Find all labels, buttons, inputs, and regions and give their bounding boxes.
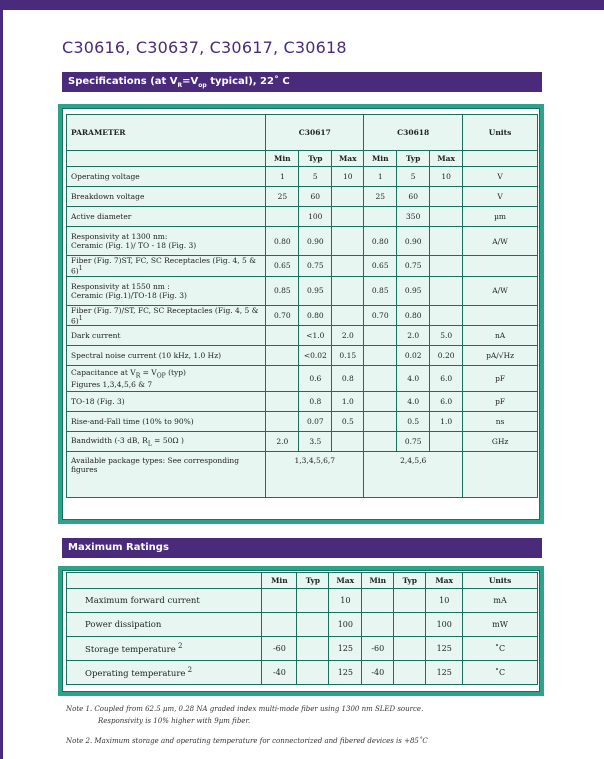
spec-value-g1min: 0.80: [266, 227, 299, 256]
spec-value-g2typ: 0.02: [397, 346, 430, 366]
spec-value-g1max: 2.0: [332, 326, 364, 346]
spec-value-g2typ: 0.95: [397, 276, 430, 305]
spec-value-g1min: 0.85: [266, 276, 299, 305]
spec-row: [67, 167, 538, 187]
param-text: Fiber (Fig. 7)ST, FC, SC Receptacles (Fig. 4, 5 & 6): [71, 256, 256, 276]
param-text: Breakdown voltage: [71, 192, 145, 201]
sub-max: Max: [430, 151, 463, 167]
spec-value-g2min: [364, 392, 397, 412]
spec-param: [67, 207, 266, 227]
spec-value-g2min: [364, 412, 397, 432]
spec-value-g1max: [332, 305, 364, 326]
spec-value-g1min: [266, 366, 299, 392]
ratings-header-row: [67, 573, 538, 589]
ratings-row: [67, 661, 538, 685]
spec-value-g1typ: 0.75: [299, 256, 332, 277]
spec-value-g1typ: 5: [299, 167, 332, 187]
spec-value-g2min: 0.80: [364, 227, 397, 256]
spec-value-g2typ: 0.80: [397, 305, 430, 326]
spec-units: nA: [463, 326, 538, 346]
ratings-value-g1typ: [297, 589, 329, 613]
spec-value-g1max: 1.0: [332, 392, 364, 412]
footnote-ref: 1: [78, 314, 83, 322]
spec-units: [463, 256, 538, 277]
ratings-param: [67, 613, 262, 637]
spec-value-g2max: 5.0: [430, 326, 463, 346]
ratings-value-g1max: 125: [329, 661, 362, 685]
spec-heading-suffix: typical), 22˚ C: [206, 76, 290, 87]
spec-section-heading: [62, 72, 542, 92]
param-text: Dark current: [71, 331, 121, 340]
ratings-section-heading: Maximum Ratings: [62, 538, 542, 558]
spec-units: A/W: [463, 276, 538, 305]
spec-row: [67, 392, 538, 412]
spec-units: A/W: [463, 227, 538, 256]
top-border: [0, 0, 604, 10]
param-mid: = V: [140, 368, 157, 378]
spec-value-g2max: 0.20: [430, 346, 463, 366]
ratings-value-g2typ: [394, 637, 426, 661]
col-group1: C30617: [266, 115, 364, 151]
ratings-sub-max: Max: [329, 573, 362, 589]
spec-value-g2max: [430, 276, 463, 305]
param-sub: R: [135, 372, 141, 380]
spec-value-g1max: 0.5: [332, 412, 364, 432]
param-text: Responsivity at 1550 nm :: [71, 281, 170, 291]
spec-value-g2typ: 60: [397, 187, 430, 207]
spec-value-g2min: 0.85: [364, 276, 397, 305]
spec-value-g1typ: 100: [299, 207, 332, 227]
ratings-value-g2typ: [394, 613, 426, 637]
ratings-row: [67, 589, 538, 613]
ratings-value-g1min: [262, 613, 297, 637]
ratings-param-text: Power dissipation: [85, 619, 162, 630]
param-text: Rise-and-Fall time (10% to 90%): [71, 417, 194, 426]
spec-param: [67, 366, 266, 392]
param-text: Capacitance at V: [71, 368, 136, 378]
footnote-ref: 1: [78, 265, 83, 272]
spec-subheader-row: [67, 151, 538, 167]
spec-param: [67, 167, 266, 187]
spec-value-g2min: [364, 366, 397, 392]
spec-value-g1min: 2.0: [266, 432, 299, 452]
spec-value-g2typ: 0.5: [397, 412, 430, 432]
ratings-header-blank: [67, 573, 262, 589]
param-text: Responsivity at 1300 nm:: [71, 232, 168, 241]
spec-value-g1max: [332, 256, 364, 277]
spec-row: [67, 346, 538, 366]
spec-param: [67, 432, 266, 452]
spec-param: [67, 276, 266, 305]
spec-row: [67, 227, 538, 256]
spec-param: [67, 392, 266, 412]
ratings-value-units: mA: [463, 589, 538, 613]
spec-value-g1min: [266, 207, 299, 227]
param-text: Fiber (Fig. 7)/ST, FC, SC Receptacles (Fig. 4, 5 & 6): [71, 305, 259, 325]
spec-value-g2min: 25: [364, 187, 397, 207]
param-line2: Figures 1,3,4,5,6 & 7: [71, 379, 153, 389]
packages-label: Available package types: See corresponding figures: [67, 452, 266, 498]
param-line2: Ceramic (Fig.1)/TO-18 (Fig. 3): [71, 290, 187, 300]
sub-max: Max: [332, 151, 364, 167]
spec-value-g2typ: 5: [397, 167, 430, 187]
spec-value-g1min: 0.65: [266, 256, 299, 277]
spec-param: [67, 305, 266, 326]
spec-param: [67, 346, 266, 366]
spec-table: [66, 114, 538, 498]
ratings-param-text: Operating temperature: [85, 668, 186, 679]
spec-param: [67, 326, 266, 346]
ratings-sub-min: Min: [262, 573, 297, 589]
spec-value-g2max: [430, 227, 463, 256]
spec-value-g2max: 1.0: [430, 412, 463, 432]
ratings-param-text: Storage temperature: [85, 644, 176, 655]
spec-value-g1typ: 3.5: [299, 432, 332, 452]
spec-value-g1max: 0.15: [332, 346, 364, 366]
ratings-row: [67, 637, 538, 661]
ratings-value-g1max: 100: [329, 613, 362, 637]
spec-row: [67, 366, 538, 392]
ratings-table: [66, 572, 538, 685]
spec-value-g1max: [332, 227, 364, 256]
spec-value-g1typ: 0.8: [299, 392, 332, 412]
param-text: TO-18 (Fig. 3): [71, 397, 125, 406]
spec-param: [67, 187, 266, 207]
spec-value-g1typ: 0.6: [299, 366, 332, 392]
spec-units: pF: [463, 392, 538, 412]
spec-row: [67, 326, 538, 346]
spec-heading-mid: =V: [182, 76, 199, 87]
page-title: C30616, C30637, C30617, C30618: [62, 38, 347, 57]
note-1-continued: Responsivity is 10% higher with 9µm fiber.: [98, 717, 251, 725]
note-1: Note 1. Coupled from 62.5 µm, 0.28 NA graded index multi-mode fiber using 1300 nm SLED source.: [66, 705, 424, 713]
spec-units: V: [463, 167, 538, 187]
left-border: [0, 0, 3, 759]
spec-value-g2min: 1: [364, 167, 397, 187]
ratings-value-units: ˚C: [463, 661, 538, 685]
ratings-value-g1typ: [297, 613, 329, 637]
spec-value-g1min: 1: [266, 167, 299, 187]
param-text: Operating voltage: [71, 172, 140, 181]
subheader-blank: [463, 151, 538, 167]
ratings-sub-max: Max: [426, 573, 463, 589]
spec-value-g1typ: 60: [299, 187, 332, 207]
spec-value-g1typ: 0.80: [299, 305, 332, 326]
footnote-ref: 2: [175, 642, 183, 651]
spec-value-g1max: [332, 276, 364, 305]
spec-value-g1max: 0.8: [332, 366, 364, 392]
ratings-sub-typ: Typ: [297, 573, 329, 589]
ratings-value-units: ˚C: [463, 637, 538, 661]
spec-value-g2typ: 350: [397, 207, 430, 227]
spec-value-g2max: [430, 432, 463, 452]
ratings-value-g2max: 125: [426, 637, 463, 661]
ratings-value-units: mW: [463, 613, 538, 637]
sub-typ: Typ: [397, 151, 430, 167]
spec-row: [67, 432, 538, 452]
packages-units: [463, 452, 538, 498]
spec-row: [67, 276, 538, 305]
ratings-sub-min: Min: [362, 573, 394, 589]
spec-heading-prefix: Specifications (at V: [68, 76, 178, 87]
packages-group1: 1,3,4,5,6,7: [266, 452, 364, 498]
ratings-value-g1min: -40: [262, 661, 297, 685]
spec-value-g1typ: 0.07: [299, 412, 332, 432]
param-sub: L: [147, 440, 152, 448]
spec-header-row: [67, 115, 538, 151]
sub-min: Min: [266, 151, 299, 167]
spec-value-g1max: 10: [332, 167, 364, 187]
spec-row: [67, 412, 538, 432]
param-end: = 50Ω ): [151, 435, 184, 445]
sub-min: Min: [364, 151, 397, 167]
subheader-blank: [67, 151, 266, 167]
col-units: Units: [463, 115, 538, 151]
footnote-ref: 2: [185, 666, 193, 675]
param-text: Active diameter: [71, 212, 132, 221]
spec-value-g1min: [266, 346, 299, 366]
spec-value-g2max: 10: [430, 167, 463, 187]
param-sub: OP: [156, 372, 166, 380]
spec-units: pA/√Hz: [463, 346, 538, 366]
spec-row: [67, 256, 538, 277]
ratings-value-g2typ: [394, 589, 426, 613]
spec-value-g2max: [430, 305, 463, 326]
spec-value-g1typ: <0.02: [299, 346, 332, 366]
spec-row: [67, 187, 538, 207]
spec-value-g2min: [364, 207, 397, 227]
ratings-value-g2min: [362, 613, 394, 637]
spec-value-g2max: [430, 207, 463, 227]
spec-value-g2typ: 4.0: [397, 392, 430, 412]
spec-value-g1max: [332, 187, 364, 207]
spec-value-g1typ: <1.0: [299, 326, 332, 346]
ratings-param: [67, 589, 262, 613]
spec-value-g1typ: 0.90: [299, 227, 332, 256]
ratings-value-g2min: -40: [362, 661, 394, 685]
spec-value-g2typ: 2.0: [397, 326, 430, 346]
note-2: Note 2. Maximum storage and operating temperature for connectorized and fibered devices is +85˚C: [66, 737, 428, 745]
spec-value-g2typ: 0.90: [397, 227, 430, 256]
param-text: Spectral noise current (10 kHz, 1.0 Hz): [71, 351, 222, 360]
spec-units: [463, 305, 538, 326]
ratings-sub-typ: Typ: [394, 573, 426, 589]
spec-units: V: [463, 187, 538, 207]
spec-value-g1typ: 0.95: [299, 276, 332, 305]
ratings-value-g1max: 125: [329, 637, 362, 661]
spec-heading-sub1: R: [177, 82, 183, 89]
spec-row: [67, 305, 538, 326]
col-group2: C30618: [364, 115, 463, 151]
spec-param: [67, 256, 266, 277]
spec-value-g2max: [430, 187, 463, 207]
ratings-value-g1min: -60: [262, 637, 297, 661]
ratings-value-g1typ: [297, 637, 329, 661]
spec-value-g2typ: 4.0: [397, 366, 430, 392]
col-parameter: PARAMETER: [67, 115, 266, 151]
ratings-param-text: Maximum forward current: [85, 595, 200, 606]
spec-value-g2min: [364, 326, 397, 346]
spec-value-g2min: [364, 346, 397, 366]
spec-value-g1min: [266, 412, 299, 432]
spec-value-g2typ: 0.75: [397, 432, 430, 452]
spec-value-g2max: 6.0: [430, 366, 463, 392]
ratings-value-g1min: [262, 589, 297, 613]
spec-value-g2max: [430, 256, 463, 277]
spec-row: [67, 207, 538, 227]
ratings-param: [67, 637, 262, 661]
spec-value-g1min: 25: [266, 187, 299, 207]
spec-units: µm: [463, 207, 538, 227]
spec-value-g1min: 0.70: [266, 305, 299, 326]
spec-value-g1min: [266, 326, 299, 346]
spec-heading-sub2: op: [198, 82, 207, 89]
spec-value-g2min: 0.65: [364, 256, 397, 277]
ratings-value-g2max: 100: [426, 613, 463, 637]
spec-value-g1min: [266, 392, 299, 412]
spec-units: pF: [463, 366, 538, 392]
spec-units: ns: [463, 412, 538, 432]
spec-value-g2min: 0.70: [364, 305, 397, 326]
param-line2: Ceramic (Fig. 1)/ TO - 18 (Fig. 3): [71, 241, 197, 250]
ratings-value-g1typ: [297, 661, 329, 685]
spec-value-g1max: [332, 432, 364, 452]
ratings-value-g2min: [362, 589, 394, 613]
ratings-value-g2max: 10: [426, 589, 463, 613]
ratings-row: [67, 613, 538, 637]
param-text: Bandwidth (-3 dB, R: [71, 435, 148, 445]
ratings-col-units: Units: [463, 573, 538, 589]
ratings-value-g2max: 125: [426, 661, 463, 685]
spec-value-g1max: [332, 207, 364, 227]
spec-value-g2max: 6.0: [430, 392, 463, 412]
ratings-value-g2typ: [394, 661, 426, 685]
ratings-value-g1max: 10: [329, 589, 362, 613]
param-end: (typ): [165, 368, 186, 378]
spec-units: GHz: [463, 432, 538, 452]
spec-param: [67, 412, 266, 432]
sub-typ: Typ: [299, 151, 332, 167]
spec-value-g2typ: 0.75: [397, 256, 430, 277]
packages-row: [67, 452, 538, 498]
spec-param: [67, 227, 266, 256]
ratings-param: [67, 661, 262, 685]
packages-group2: 2,4,5,6: [364, 452, 463, 498]
ratings-value-g2min: -60: [362, 637, 394, 661]
spec-value-g2min: [364, 432, 397, 452]
